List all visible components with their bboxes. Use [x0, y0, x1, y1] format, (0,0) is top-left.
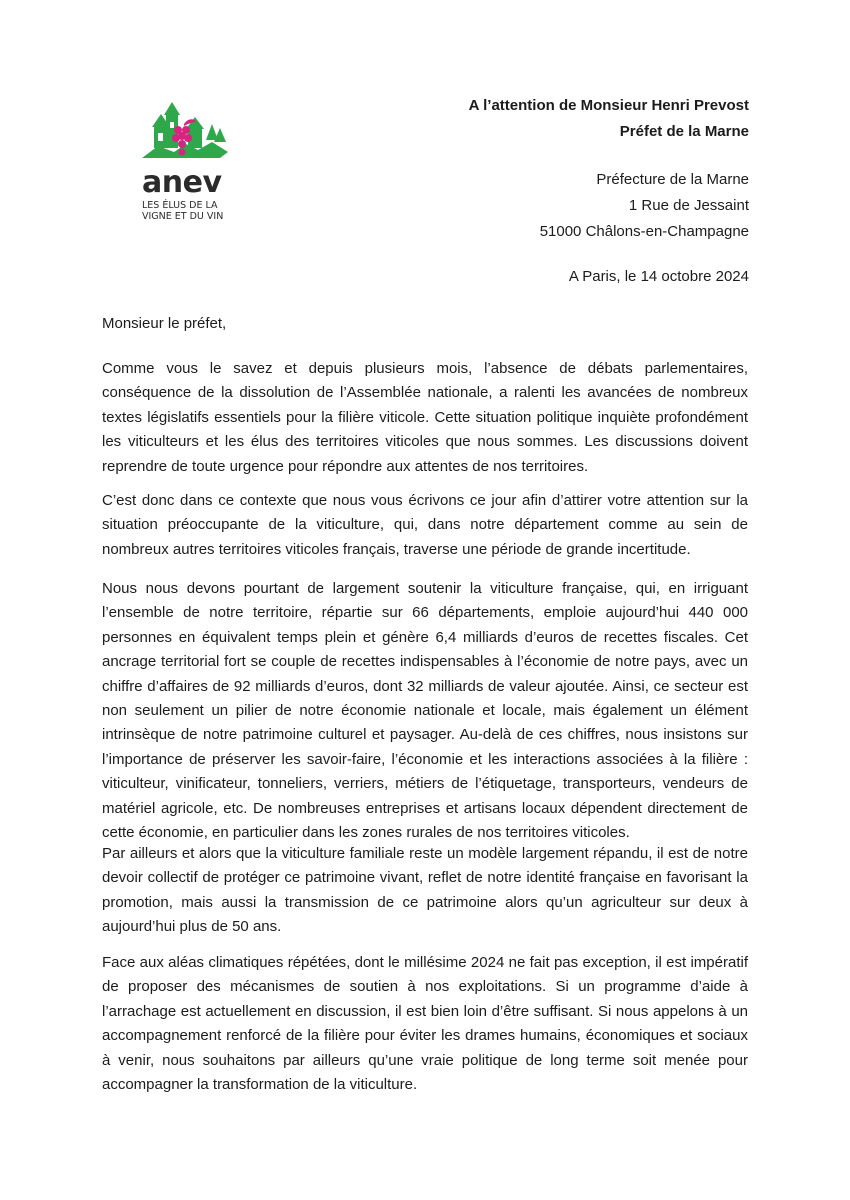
recipient-attention: A l’attention de Monsieur Henri Prevost	[468, 97, 749, 114]
address-line3: 51000 Châlons-en-Champagne	[539, 223, 749, 240]
date-line: A Paris, le 14 octobre 2024	[568, 268, 749, 285]
recipient-block	[469, 93, 749, 145]
paragraph-5: Face aux aléas climatiques répétées, dont le millésime 2024 ne fait pas exception, il est impératif de proposer des mécanismes de soutien à nos exploitations. Si un programme d’aide à l’arrachage est actuellement en discussion, il est bien loin d’être suffisant. Si nous appelons à un accompagnement renforcé de la filière pour éviter les drames humains, économiques et sociaux à venir, nous souhaitons par ailleurs qu’une vraie politique de long terme soit menée pour accompagner la transformation de la viticulture.	[102, 954, 748, 1094]
paragraph-1: Comme vous le savez et depuis plusieurs mois, l’absence de débats parlementaires, conséquence de la dissolution de l’Assemblée nationale, a ralenti les avancées de nombreux textes législatifs essentiels pour la filière viticole. Cette situation politique inquiète profondément les viticulteurs et les élus des territoires viticoles que nous sommes. Les discussions doivent reprendre de toute urgence pour répondre aux attentes de nos territoires.	[102, 360, 748, 475]
salutation: Monsieur le préfet,	[102, 315, 227, 332]
vineyard-village-icon	[140, 100, 230, 168]
address-block	[540, 167, 749, 245]
paragraph-2: C’est donc dans ce contexte que nous vous écrivons ce jour afin d’attirer votre attention sur la situation préoccupante de la viticulture, qui, dans notre département comme au sein de nombreux autres territoires viticoles français, traverse une période de grande incertitude.	[102, 492, 748, 558]
address-line2: 1 Rue de Jessaint	[628, 197, 749, 214]
logo-name: anev	[142, 165, 222, 200]
paragraph-4: Par ailleurs et alors que la viticulture familiale reste un modèle largement répandu, il est de notre devoir collectif de protéger ce patrimoine vivant, reflet de notre identité française en favorisant la promotion, mais aussi la transmission de ce patrimoine alors qu’un agriculteur sur deux à aujourd’hui plus de 50 ans.	[102, 845, 748, 936]
recipient-title: Préfet de la Marne	[619, 123, 749, 140]
anev-logo	[140, 100, 230, 230]
paragraph-3: Nous nous devons pourtant de largement soutenir la viticulture française, qui, en irriguant l’ensemble de notre territoire, répartie sur 66 départements, emploie aujourd’hui 440 000 personnes en équivalent temps plein et génère 6,4 milliards d’euros de recettes fiscales. Cet ancrage territorial fort se couple de recettes indispensables à l’économie de notre pays, avec un chiffre d’affaires de 92 milliards d’euros, dont 32 milliards de valeur ajoutée. Ainsi, ce secteur est non seulement un pilier de notre économie nationale et locale, mais également un élément intrinsèque de notre patrimoine culturel et paysager. Au-delà de ces chiffres, nous insistons sur l’importance de préserver les savoir-faire, l’économie et les interactions associées à la filière : viticulteur, vinificateur, tonneliers, verriers, métiers de l’étiquetage, transporteurs, vendeurs de matériel agricole, etc. De nombreuses entreprises et artisans locaux dépendent directement de cette économie, en particulier dans les zones rurales de nos territoires viticoles.	[102, 580, 748, 842]
address-line1: Préfecture de la Marne	[596, 171, 749, 188]
logo-tagline	[142, 200, 223, 222]
logo-tagline-line2: VIGNE ET DU VIN	[142, 211, 224, 222]
logo-tagline-line1: LES ÉLUS DE LA	[142, 200, 218, 211]
